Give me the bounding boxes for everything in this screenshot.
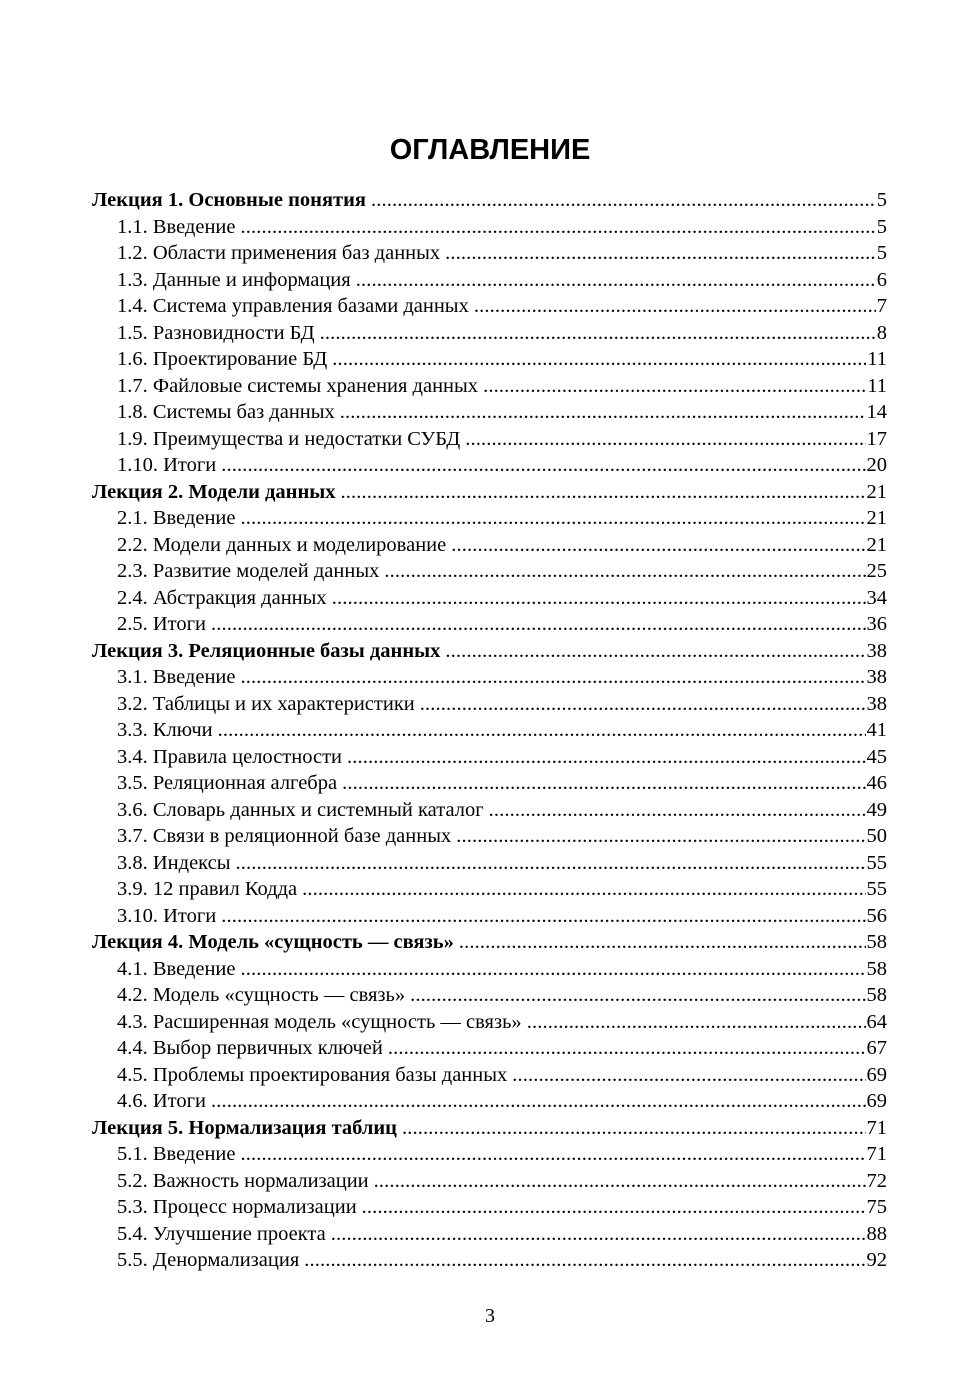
toc-entry-page: 38: [866, 692, 887, 715]
toc-section-entry[interactable]: [92, 823, 887, 850]
toc-entry-page: 38: [866, 639, 887, 662]
toc-entry-title: 1.4. Система управления базами данных: [117, 295, 469, 317]
dot-leader: [320, 320, 876, 347]
toc-section-entry[interactable]: [92, 399, 887, 426]
toc-entry-title: 3.10. Итоги: [117, 904, 217, 927]
toc-entry-page: 36: [866, 613, 887, 635]
dot-leader: [241, 214, 876, 241]
toc-entry-title: 5.2. Важность нормализации: [117, 1169, 369, 1192]
toc-entry-title: 2.4. Абстракция данных: [117, 586, 327, 609]
toc-entry-title: 1.3. Данные и информация: [117, 268, 351, 291]
toc-section-entry[interactable]: [92, 1194, 887, 1221]
toc-entry-title: 5.3. Процесс нормализации: [117, 1196, 357, 1218]
toc-entry-page: 75: [866, 1196, 887, 1218]
toc-entry-title: 2.5. Итоги: [117, 613, 206, 635]
toc-entry-page: 56: [866, 904, 887, 927]
toc-entry-page: 92: [866, 1249, 887, 1271]
toc-entry-page: 55: [866, 878, 887, 900]
toc-entry-page: 69: [866, 1063, 887, 1086]
toc-entry-title: 1.1. Введение: [117, 215, 236, 238]
toc-entry-title: Лекция 1. Основные понятия: [92, 189, 367, 211]
toc-lecture-entry[interactable]: [92, 187, 887, 214]
toc-entry-page: 88: [866, 1222, 887, 1245]
toc-entry-title: 3.3. Ключи: [117, 719, 213, 741]
toc-section-entry[interactable]: [92, 850, 887, 877]
dot-leader: [331, 1221, 866, 1248]
toc-entry-title: 3.9. 12 правил Кодда: [117, 878, 298, 900]
toc-entry-page: 8: [876, 321, 887, 344]
toc-section-entry[interactable]: [92, 770, 887, 797]
toc-section-entry[interactable]: [92, 744, 887, 771]
toc-entry-title: 3.4. Правила целостности: [117, 745, 343, 768]
toc-lecture-entry[interactable]: [92, 479, 887, 506]
dot-leader: [459, 929, 866, 956]
toc-entry-page: 71: [866, 1143, 887, 1165]
dot-leader: [304, 1247, 865, 1274]
dot-leader: [371, 187, 876, 214]
toc-entry-title: 4.2. Модель «сущность — связь»: [117, 984, 406, 1006]
toc-entry-title: Лекция 2. Модели данных: [92, 480, 336, 503]
dot-leader: [218, 717, 866, 744]
dot-leader: [420, 691, 866, 718]
toc-entry-page: 45: [866, 745, 887, 768]
toc-entry-page: 21: [866, 480, 887, 503]
toc-entry-page: 11: [867, 374, 887, 397]
toc-entry-title: 5.5. Денормализация: [117, 1249, 300, 1271]
toc-entry-page: 21: [866, 507, 887, 529]
toc-entry-title: 1.6. Проектирование БД: [117, 348, 328, 370]
toc-entry-page: 49: [866, 798, 887, 821]
dot-leader: [241, 956, 866, 983]
dot-leader: [445, 240, 876, 267]
toc-entry-title: 1.7. Файловые системы хранения данных: [117, 374, 479, 397]
toc-entry-page: 55: [866, 851, 887, 874]
toc-section-entry[interactable]: [92, 558, 887, 585]
dot-leader: [211, 611, 866, 638]
toc-section-entry[interactable]: [92, 1221, 887, 1248]
dot-leader: [410, 982, 865, 1009]
toc-entry-title: 3.1. Введение: [117, 666, 236, 688]
toc-section-entry[interactable]: [92, 505, 887, 532]
toc-entry-page: 46: [866, 772, 887, 794]
toc-section-entry[interactable]: [92, 240, 887, 267]
dot-leader: [241, 664, 866, 691]
toc-section-entry[interactable]: [92, 214, 887, 241]
toc-section-entry[interactable]: [92, 903, 887, 930]
dot-leader: [236, 850, 866, 877]
toc-section-entry[interactable]: [92, 1168, 887, 1195]
toc-entry-title: 1.5. Разновидности БД: [117, 321, 315, 344]
dot-leader: [347, 744, 865, 771]
toc-entry-title: 1.10. Итоги: [117, 454, 217, 476]
toc-section-entry[interactable]: [92, 1009, 887, 1036]
toc-section-entry[interactable]: [92, 611, 887, 638]
toc-section-entry[interactable]: [92, 982, 887, 1009]
toc-entry-page: 69: [866, 1090, 887, 1112]
toc-entry-title: 1.2. Области применения баз данных: [117, 242, 441, 264]
toc-section-entry[interactable]: [92, 876, 887, 903]
toc-entry-page: 5: [876, 189, 887, 211]
dot-leader: [241, 505, 866, 532]
dot-leader: [451, 532, 865, 559]
dot-leader: [356, 267, 876, 294]
dot-leader: [332, 346, 866, 373]
dot-leader: [474, 293, 876, 320]
toc-entry-page: 25: [866, 560, 887, 582]
toc-entry-title: 4.4. Выбор первичных ключей: [117, 1037, 383, 1059]
dot-leader: [388, 1035, 866, 1062]
toc-entry-title: 3.2. Таблицы и их характеристики: [117, 692, 415, 715]
toc-section-entry[interactable]: [92, 373, 887, 400]
toc-entry-page: 7: [876, 295, 887, 317]
dot-leader: [221, 452, 865, 479]
toc-entry-page: 41: [866, 719, 887, 741]
toc-entry-page: 67: [866, 1037, 887, 1059]
dot-leader: [362, 1194, 866, 1221]
dot-leader: [527, 1009, 866, 1036]
toc-entry-page: 5: [876, 215, 887, 238]
toc-section-entry[interactable]: [92, 320, 887, 347]
dot-leader: [483, 373, 866, 400]
toc-entry-title: 4.5. Проблемы проектирования базы данных: [117, 1063, 508, 1086]
page-title: ОГЛАВЛЕНИЕ: [389, 134, 591, 166]
toc-entry-title: 4.6. Итоги: [117, 1090, 206, 1112]
dot-leader: [341, 479, 866, 506]
toc-section-entry[interactable]: [92, 452, 887, 479]
toc-entry-page: 21: [866, 533, 887, 556]
dot-leader: [465, 426, 865, 453]
toc-section-entry[interactable]: [92, 293, 887, 320]
toc-section-entry[interactable]: [92, 1035, 887, 1062]
dot-leader: [456, 823, 865, 850]
toc-entry-title: 3.6. Словарь данных и системный каталог: [117, 798, 484, 821]
dot-leader: [445, 638, 865, 665]
toc-section-entry[interactable]: [92, 346, 887, 373]
toc-entry-page: 71: [866, 1116, 887, 1139]
toc-entry-page: 6: [876, 268, 887, 291]
table-of-contents: [92, 187, 887, 1274]
toc-entry-title: 4.3. Расширенная модель «сущность — связь»: [117, 1010, 522, 1033]
toc-entry-page: 72: [866, 1169, 887, 1192]
dot-leader: [340, 399, 866, 426]
toc-entry-page: 34: [866, 586, 887, 609]
toc-section-entry[interactable]: [92, 267, 887, 294]
toc-entry-page: 58: [866, 957, 887, 980]
toc-entry-title: 2.1. Введение: [117, 507, 236, 529]
toc-section-entry[interactable]: [92, 717, 887, 744]
toc-entry-title: 1.9. Преимущества и недостатки СУБД: [117, 427, 461, 450]
dot-leader: [512, 1062, 865, 1089]
toc-section-entry[interactable]: [92, 426, 887, 453]
dot-leader: [374, 1168, 866, 1195]
toc-entry-title: Лекция 5. Нормализация таблиц: [92, 1116, 397, 1139]
dot-leader: [489, 797, 866, 824]
page-number: 3: [485, 1305, 495, 1327]
toc-section-entry[interactable]: [92, 956, 887, 983]
toc-entry-title: 5.1. Введение: [117, 1143, 236, 1165]
toc-entry-title: 3.8. Индексы: [117, 851, 231, 874]
toc-section-entry[interactable]: [92, 1062, 887, 1089]
dot-leader: [211, 1088, 866, 1115]
toc-lecture-entry[interactable]: [92, 638, 887, 665]
toc-entry-page: 58: [866, 984, 887, 1006]
toc-section-entry[interactable]: [92, 1088, 887, 1115]
toc-entry-title: Лекция 4. Модель «сущность — связь»: [92, 931, 454, 953]
toc-section-entry[interactable]: [92, 532, 887, 559]
dot-leader: [332, 585, 866, 612]
dot-leader: [302, 876, 865, 903]
toc-entry-title: 3.7. Связи в реляционной базе данных: [117, 825, 452, 847]
toc-section-entry[interactable]: [92, 797, 887, 824]
dot-leader: [384, 558, 865, 585]
toc-lecture-entry[interactable]: [92, 929, 887, 956]
toc-lecture-entry[interactable]: [92, 1115, 887, 1142]
toc-entry-page: 58: [866, 931, 887, 953]
toc-section-entry[interactable]: [92, 691, 887, 718]
toc-entry-title: 5.4. Улучшение проекта: [117, 1222, 326, 1245]
toc-entry-title: Лекция 3. Реляционные базы данных: [92, 639, 441, 662]
dot-leader: [402, 1115, 866, 1142]
toc-entry-page: 20: [866, 454, 887, 476]
toc-entry-page: 50: [866, 825, 887, 847]
dot-leader: [342, 770, 865, 797]
toc-section-entry[interactable]: [92, 1141, 887, 1168]
toc-entry-page: 38: [866, 666, 887, 688]
toc-section-entry[interactable]: [92, 1247, 887, 1274]
toc-entry-page: 64: [866, 1010, 887, 1033]
toc-entry-page: 17: [866, 427, 887, 450]
toc-entry-title: 2.3. Развитие моделей данных: [117, 560, 380, 582]
toc-entry-page: 5: [876, 242, 887, 264]
toc-entry-title: 2.2. Модели данных и моделирование: [117, 533, 447, 556]
toc-section-entry[interactable]: [92, 585, 887, 612]
dot-leader: [241, 1141, 866, 1168]
toc-entry-title: 4.1. Введение: [117, 957, 236, 980]
toc-entry-page: 14: [866, 401, 887, 423]
toc-section-entry[interactable]: [92, 664, 887, 691]
dot-leader: [221, 903, 865, 930]
toc-entry-title: 3.5. Реляционная алгебра: [117, 772, 338, 794]
toc-entry-title: 1.8. Системы баз данных: [117, 401, 335, 423]
toc-entry-page: 11: [867, 348, 887, 370]
